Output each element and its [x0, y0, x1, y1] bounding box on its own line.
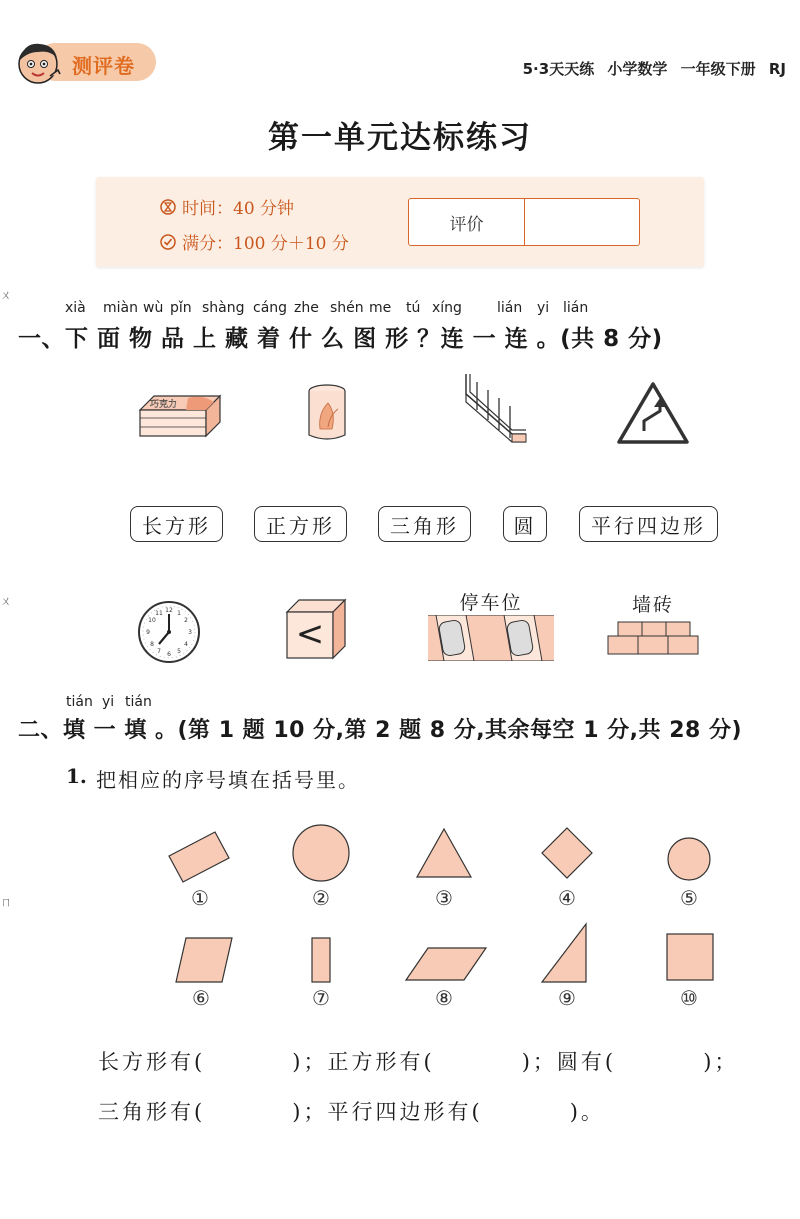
section-2-heading: 二、填 一 填 。(第 1 题 10 分,第 2 题 8 分,其余每空 1 分,共 28 分): [18, 718, 743, 743]
diamond-square-shape: [540, 826, 594, 880]
shape-number: ①: [191, 886, 209, 910]
flat-parallelogram-shape: [404, 946, 488, 982]
parking-lot-icon: [428, 615, 554, 661]
test-paper-badge: [14, 40, 156, 84]
rectangle-shape: [165, 828, 233, 886]
svg-text:11: 11: [155, 610, 163, 617]
answer-line-2[interactable]: 三角形有( )；平行四边形有( )。: [98, 1100, 605, 1124]
svg-text:4: 4: [184, 641, 188, 648]
large-circle-shape: [290, 822, 352, 884]
can-icon: [306, 383, 348, 443]
shape-number: ⑩: [680, 986, 698, 1010]
evaluation-box: [408, 198, 640, 246]
shape-number: ④: [558, 886, 576, 910]
brick-wall-icon: [606, 620, 702, 656]
cube-icon: [285, 598, 347, 660]
shape-number: ⑦: [312, 986, 330, 1010]
series-info: 5·3天天练 小学数学 一年级下册 RJ: [522, 60, 786, 78]
pinyin: xíng: [432, 300, 462, 316]
svg-text:1: 1: [177, 610, 181, 617]
evaluation-label: 评价: [409, 199, 525, 245]
svg-text:12: 12: [165, 607, 173, 614]
pinyin: tián: [66, 694, 93, 710]
hourglass-icon: [160, 199, 176, 215]
time-row: [160, 194, 294, 219]
pinyin: shàng: [202, 300, 245, 316]
pinyin: lián: [497, 300, 523, 316]
svg-text:9: 9: [146, 629, 150, 636]
svg-text:10: 10: [148, 617, 156, 624]
cube-symbol: <: [295, 614, 325, 654]
pinyin: pǐn: [170, 300, 192, 316]
parallelogram-shape: [172, 936, 236, 984]
pinyin: cáng: [253, 300, 288, 316]
question-number: 1.: [66, 764, 87, 788]
label-triangle[interactable]: 三角形: [378, 506, 471, 542]
thin-rectangle-shape: [310, 936, 332, 984]
pinyin: zhe: [294, 300, 319, 316]
small-circle-shape: [666, 836, 712, 882]
svg-text:6: 6: [167, 651, 171, 658]
info-box: [96, 177, 704, 267]
right-triangle-shape: [540, 922, 590, 984]
shape-number: ⑤: [680, 886, 698, 910]
svg-text:8: 8: [150, 641, 154, 648]
label-rectangle[interactable]: 长方形: [130, 506, 223, 542]
time-limit: 时间：40 分钟: [182, 199, 295, 219]
shape-number: ②: [312, 886, 330, 910]
pinyin: shén: [330, 300, 364, 316]
check-circle-icon: [160, 234, 176, 250]
pinyin: tú: [406, 300, 421, 316]
label-square[interactable]: 正方形: [254, 506, 347, 542]
svg-text:3: 3: [188, 629, 192, 636]
pinyin: tián: [125, 694, 152, 710]
shape-number: ⑥: [192, 986, 210, 1010]
pinyin: lián: [563, 300, 589, 316]
parking-caption: 停车位: [459, 592, 523, 614]
label-circle[interactable]: 圆: [503, 506, 547, 542]
shape-number: ③: [435, 886, 453, 910]
question-text: 把相应的序号填在括号里。: [96, 768, 360, 792]
shape-number: ⑨: [558, 986, 576, 1010]
warning-sign-icon: [616, 381, 690, 445]
pinyin: miàn: [103, 300, 138, 316]
badge-label: 测评卷: [72, 54, 135, 78]
pinyin: me: [369, 300, 392, 316]
boy-mascot-icon: [14, 40, 64, 86]
pinyin: yi: [537, 300, 550, 316]
pinyin: wù: [143, 300, 164, 316]
triangle-shape: [414, 826, 474, 880]
square-shape: [665, 932, 715, 982]
score-row: [160, 229, 349, 254]
chocolate-label: 巧克力: [150, 400, 178, 410]
svg-text:2: 2: [184, 617, 188, 624]
svg-text:7: 7: [157, 648, 161, 655]
answer-line-1[interactable]: 长方形有( )；正方形有( )；圆有( )；: [98, 1050, 739, 1074]
label-parallelogram[interactable]: 平行四边形: [579, 506, 718, 542]
margin-mark: ㄨ: [0, 594, 13, 608]
pinyin: xià: [65, 300, 86, 316]
full-score: 满分：100 分＋10 分: [182, 234, 349, 254]
section-1-heading: 一、下 面 物 品 上 藏 着 什 么 图 形 ？连 一 连 。(共 8 分): [18, 326, 663, 352]
svg-text:5: 5: [177, 648, 181, 655]
shape-number: ⑧: [435, 986, 453, 1010]
margin-mark: ㄇ: [0, 895, 13, 909]
page-title: 第一单元达标练习: [268, 120, 532, 156]
evaluation-field[interactable]: [525, 199, 639, 245]
brick-caption: 墙砖: [631, 594, 674, 616]
pinyin: yi: [102, 694, 115, 710]
margin-mark: ㄨ: [0, 288, 13, 302]
chocolate-box-icon: [136, 388, 224, 442]
clock-icon: [137, 600, 201, 664]
staircase-railing-icon: [462, 372, 528, 446]
